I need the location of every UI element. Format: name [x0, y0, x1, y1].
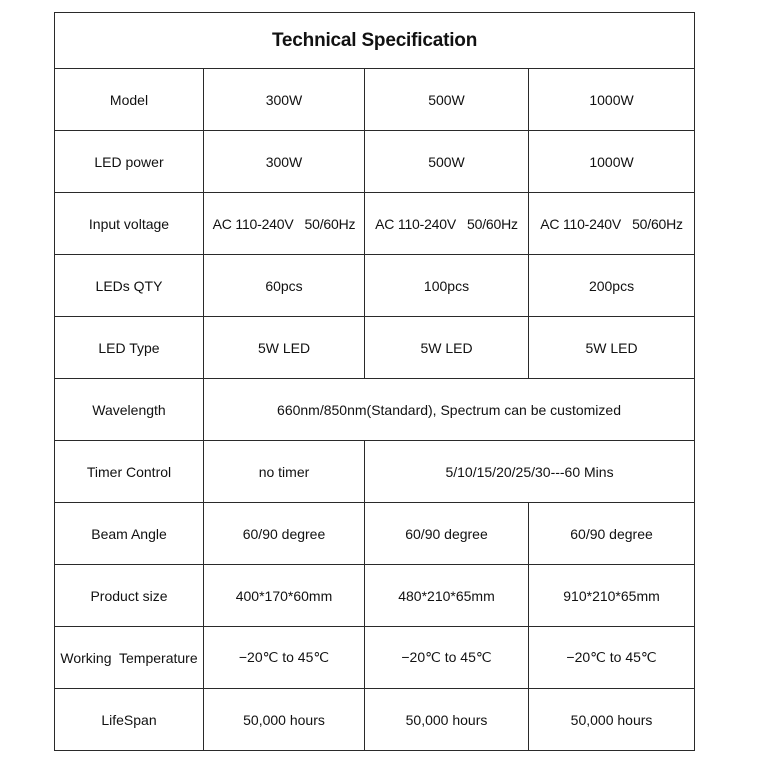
row-label: Wavelength — [55, 379, 204, 441]
cell-300w: 60/90 degree — [204, 503, 365, 565]
cell-300w: AC 110-240V 50/60Hz — [204, 193, 365, 255]
row-label: LED Type — [55, 317, 204, 379]
row-label: Timer Control — [55, 441, 204, 503]
cell-500w: −20℃ to 45℃ — [365, 627, 529, 689]
cell-300w: 300W — [204, 131, 365, 193]
cell-300w: 400*170*60mm — [204, 565, 365, 627]
cell-1000w: −20℃ to 45℃ — [529, 627, 695, 689]
row-working-temperature — [55, 627, 695, 689]
cell-500w: 480*210*65mm — [365, 565, 529, 627]
row-leds-qty — [55, 255, 695, 317]
cell-500w: AC 110-240V 50/60Hz — [365, 193, 529, 255]
cell-1000w: 5W LED — [529, 317, 695, 379]
row-led-type — [55, 317, 695, 379]
cell-1000w: 1000W — [529, 69, 695, 131]
cell-500w: 100pcs — [365, 255, 529, 317]
cell-300w: 60pcs — [204, 255, 365, 317]
cell-1000w: 50,000 hours — [529, 689, 695, 751]
cell-500w: 60/90 degree — [365, 503, 529, 565]
row-lifespan — [55, 689, 695, 751]
cell-wavelength-all: 660nm/850nm(Standard), Spectrum can be customized — [204, 379, 695, 441]
row-wavelength — [55, 379, 695, 441]
row-led-power — [55, 131, 695, 193]
table-title: Technical Specification — [55, 13, 695, 69]
row-label: LEDs QTY — [55, 255, 204, 317]
row-label: Model — [55, 69, 204, 131]
cell-500w: 5W LED — [365, 317, 529, 379]
row-input-voltage — [55, 193, 695, 255]
row-label: Beam Angle — [55, 503, 204, 565]
cell-1000w: AC 110-240V 50/60Hz — [529, 193, 695, 255]
cell-300w: 50,000 hours — [204, 689, 365, 751]
row-product-size — [55, 565, 695, 627]
cell-500w-1000w: 5/10/15/20/25/30---60 Mins — [365, 441, 695, 503]
cell-500w: 500W — [365, 131, 529, 193]
row-label: Working Temperature — [55, 627, 204, 689]
cell-300w: 300W — [204, 69, 365, 131]
cell-1000w: 1000W — [529, 131, 695, 193]
row-timer-control — [55, 441, 695, 503]
row-label: LifeSpan — [55, 689, 204, 751]
row-label: Input voltage — [55, 193, 204, 255]
spec-table — [54, 12, 695, 751]
cell-500w: 50,000 hours — [365, 689, 529, 751]
row-label: LED power — [55, 131, 204, 193]
cell-300w: no timer — [204, 441, 365, 503]
title-row — [55, 13, 695, 69]
cell-1000w: 60/90 degree — [529, 503, 695, 565]
cell-500w: 500W — [365, 69, 529, 131]
cell-300w: −20℃ to 45℃ — [204, 627, 365, 689]
row-beam-angle — [55, 503, 695, 565]
cell-300w: 5W LED — [204, 317, 365, 379]
row-model — [55, 69, 695, 131]
row-label: Product size — [55, 565, 204, 627]
cell-1000w: 910*210*65mm — [529, 565, 695, 627]
cell-1000w: 200pcs — [529, 255, 695, 317]
